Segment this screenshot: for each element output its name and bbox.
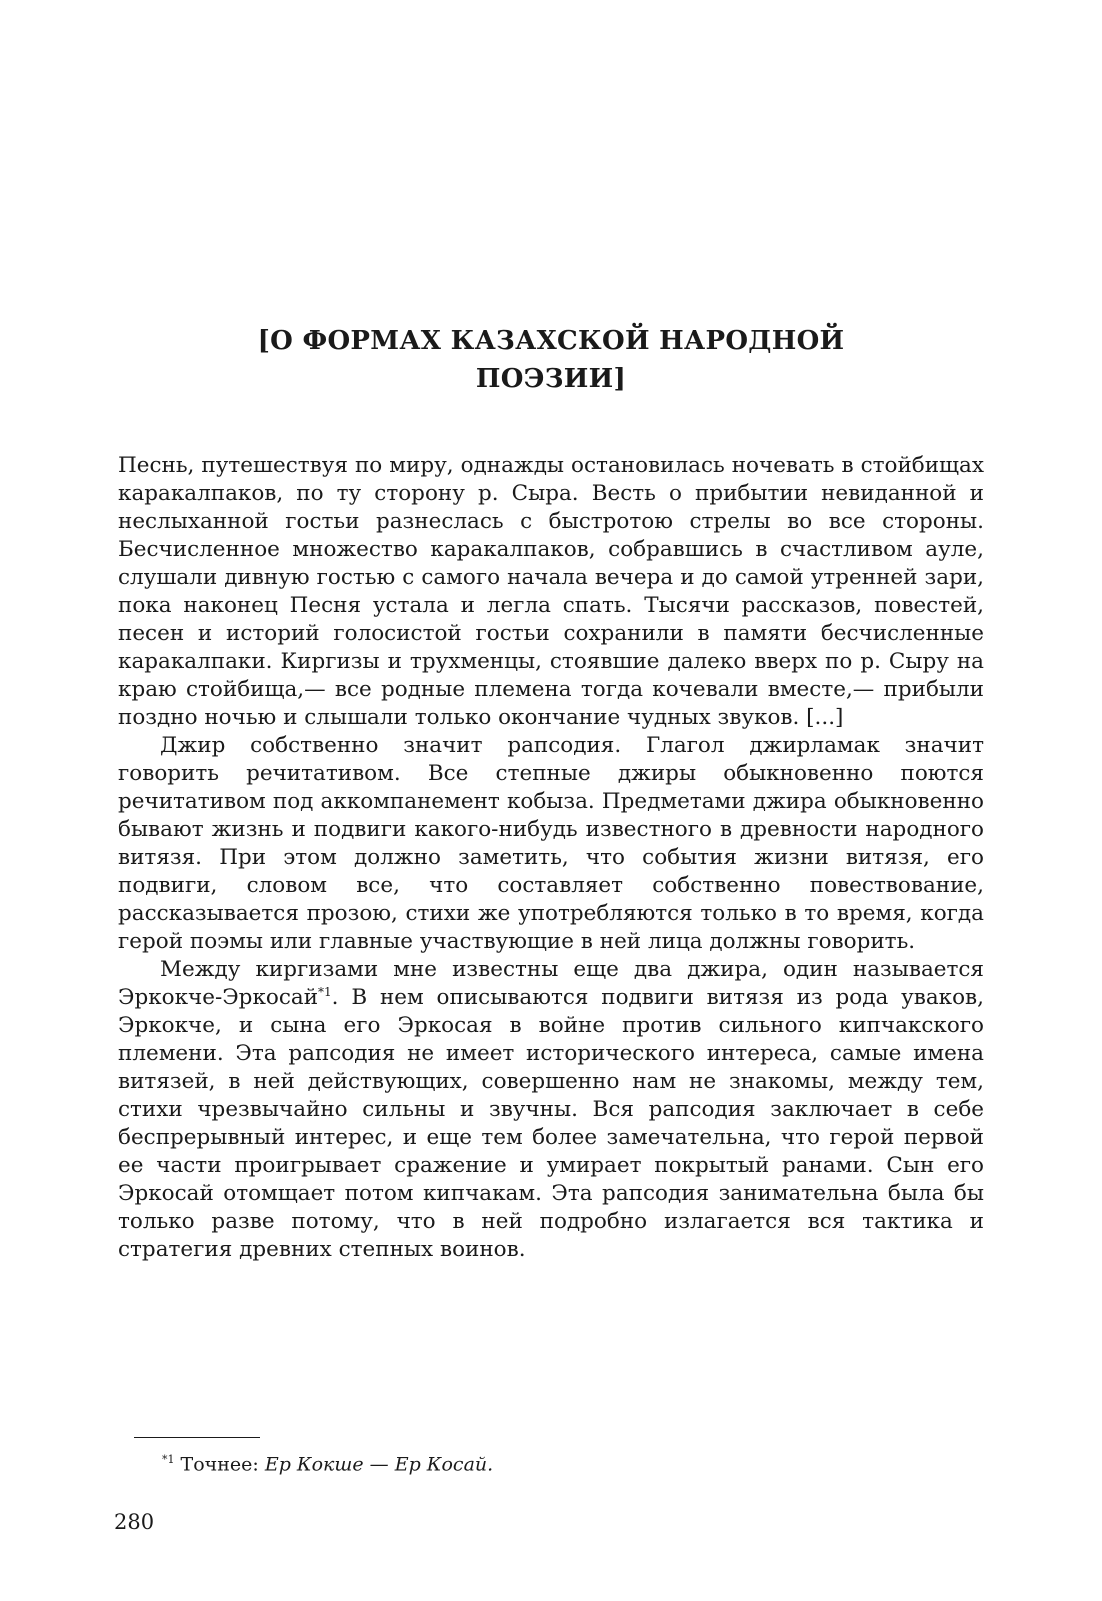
paragraph-3 <box>118 956 984 1264</box>
body-text <box>118 452 984 1264</box>
footnote-divider <box>134 1437 260 1438</box>
paragraph-2: Джир собственно значит рапсодия. Глагол джирламак значит говорить речитативом. Все степные джиры обыкновенно поются речитативом под аккомпанемент кобыза. Предметами джира обыкновенно бывают жизнь и подвиги какого-нибудь известного в древности народного витязя. При этом должно заметить, что события жизни витязя, его подвиги, словом все, что составляет собственно повествование, рассказывается прозою, стихи же употребляются только в то время, когда герой поэмы или главные участвующие в ней лица должны говорить. <box>118 733 984 954</box>
footnote <box>162 1448 493 1476</box>
title-line-1: [О ФОРМАХ КАЗАХСКОЙ НАРОДНОЙ <box>257 326 845 356</box>
footnote-label: Точнее: <box>180 1453 259 1476</box>
page-title <box>0 322 1102 398</box>
page-number: 280 <box>114 1510 155 1534</box>
paragraph-3-text-a: Между киргизами мне известны еще два джира, один называется Эркокче-Эркосай <box>118 957 984 1010</box>
footnote-reference: *1 <box>318 984 332 999</box>
footnote-text: Ер Кокше — Ер Косай. <box>264 1453 494 1476</box>
paragraph-1: Песнь, путешествуя по миру, однажды остановилась ночевать в стойбищах каракалпаков, по ту сторону р. Сыра. Весть о прибытии невиданной и неслыханной гостьи разнеслась с быстротою стрелы во все стороны. Бесчисленное множество каракалпаков, собравшись в счастливом ауле, слушали дивную гостью с самого начала вечера и до самой утренней зари, пока наконец Песня устала и легла спать. Тысячи рассказов, повестей, песен и историй голосистой гостьи сохранили в памяти бесчисленные каракалпаки. Киргизы и трухменцы, стоявшие далеко вверх по р. Сыру на краю стойбища,— все родные племена тогда кочевали вместе,— прибыли поздно ночью и слышали только окончание чудных звуков. [...] <box>118 453 984 730</box>
footnote-mark: *1 <box>162 1453 175 1466</box>
title-line-2: ПОЭЗИИ] <box>475 364 627 394</box>
paragraph-3-text-b: . В нем описываются подвиги витязя из рода уваков, Эркокче, и сына его Эркосая в войне против сильного кипчакского племени. Эта рапсодия не имеет исторического интереса, самые имена витязей, в ней действующих, совершенно нам не знакомы, между тем, стихи чрезвычайно сильны и звучны. Вся рапсодия заключает в себе беспрерывный интерес, и еще тем более замечательна, что герой первой ее части проигрывает сражение и умирает покрытый ранами. Сын его Эркосай отомщает потом кипчакам. Эта рапсодия занимательна была бы только разве потому, что в ней подробно излагается вся тактика и стратегия древних степных воинов. <box>118 985 984 1262</box>
